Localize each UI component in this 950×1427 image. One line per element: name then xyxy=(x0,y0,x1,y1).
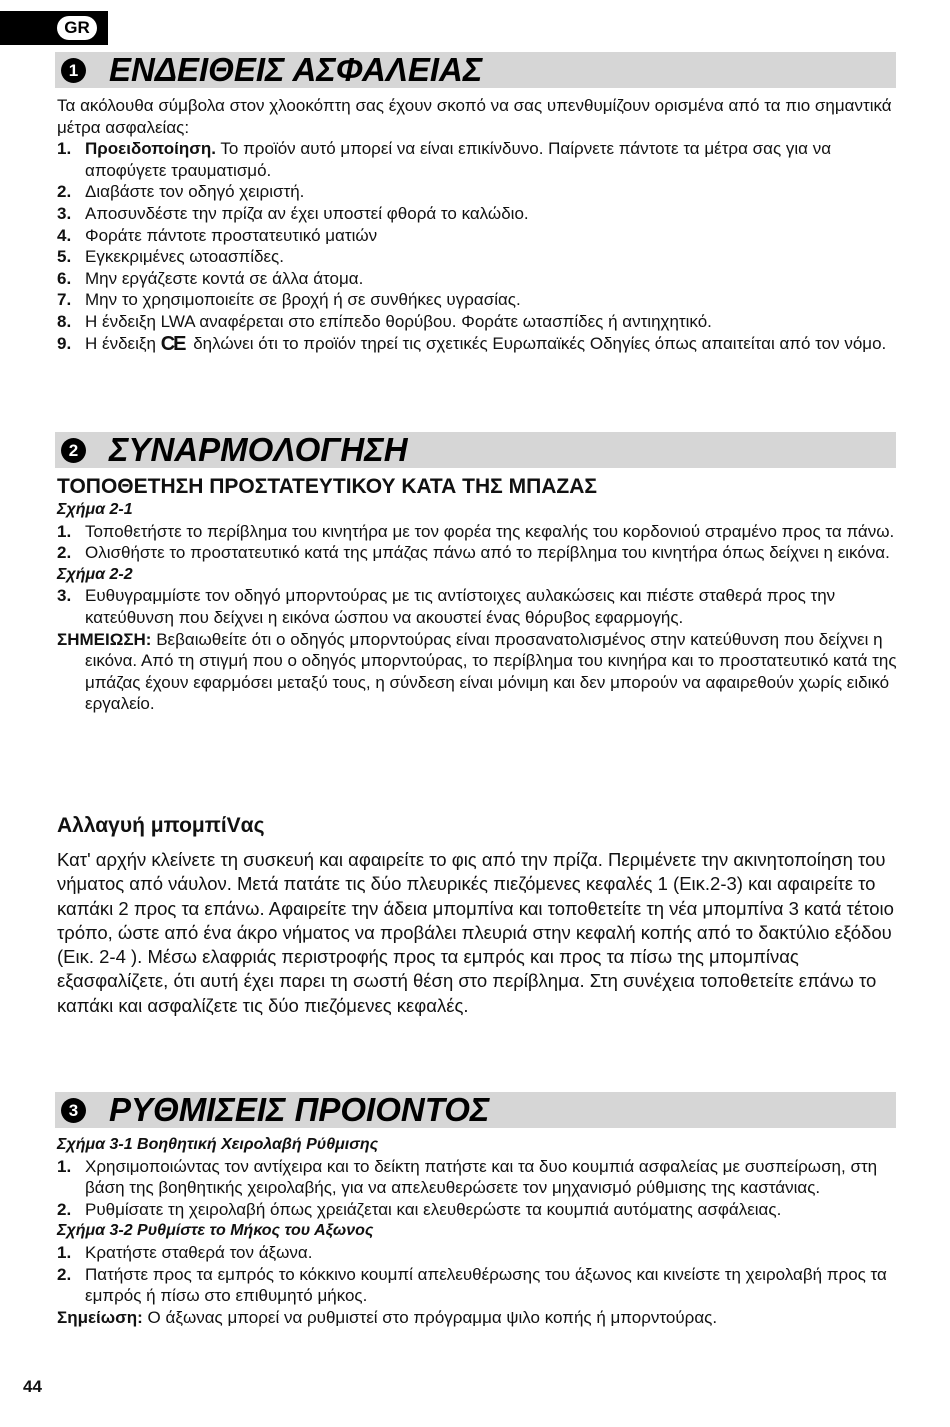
spool-instructions: Κατ' αρχήν κλείνετε τη συσκευή και αφαιρείτε το φις από την πρίζα. Περιμένετε την ακινητοποίηση του νήματος από νάυλον. Μετά πατάτε τις δύο πλευρικές πιεζόμενες κεφαλές 1 (Εικ.2-3) και αφαιρείτε το καπάκι 2 προς τα επάνω. Αφαιρείτε την άδεια μπομπίνα και τοποθετείτε τη νέα μπομπίνα 3 κατά τέτοιο τρόπο, ώστε από ένα άκρο νήματος να προβάλει πλευριά στην κεφαλή κοπής από το δακτύλιο εξόδου (Εικ. 2-4 ). Μέσω ελαφριάς περιστροφής προς τα εμπρός και προς τα πίσω της μπομπίνας εξασφαλίζετε, ότι αυτή έχει παρει τη σωστή θέση στο περίβλημα. Στη συνέχεια τοποθετείτε επάνω το καπάκι και ασφαλίζετε τις δύο πιεζόμενες κεφαλές. xyxy=(57,849,894,1016)
assembly-item xyxy=(57,521,897,543)
note-text: Βεβαιωθείτε ότι ο οδηγός μπορντούρας είναι προσανατολισμένος στην κατεύθυνση που δείχνει η εικόνα. Από τη στιγμή που ο οδηγός μπορντούρας, το περίβλημα του κινηήρα και το προστατευτικό κατά της μπάζας έχουν εφαρμόσει μεταξύ τους, η σύνδεση είναι μόνιμη και δεν μπορούν να αφαιρεθούν χωρίς ειδικό εργαλείο. xyxy=(85,629,897,714)
assembly-item xyxy=(57,585,897,628)
safety-item xyxy=(57,246,897,268)
item-text: Αποσυνδέστε την πρίζα αν έχει υποστεί φθορά το καλώδιο. xyxy=(85,203,529,223)
safety-item xyxy=(57,289,897,311)
adjust-item xyxy=(57,1264,897,1307)
item-number: 3. xyxy=(57,586,72,606)
guard-subheading: ΤΟΠΟΘΕΤΗΣΗ ΠΡΟΣΤΑΤΕΥΤΙΚΟΥ ΚΑΤΑ ΤΗΣ ΜΠΑΖΑΣ xyxy=(57,475,598,498)
item-text: Μην εργάζεστε κοντά σε άλλα άτομα. xyxy=(85,268,364,288)
assembly-note xyxy=(57,629,897,715)
section-1-body xyxy=(57,95,897,354)
adjust-item xyxy=(57,1242,897,1264)
adjust-note xyxy=(57,1307,897,1329)
item-text: Η ένδειξη xyxy=(85,333,161,353)
item-number: 4. xyxy=(57,225,72,245)
item-number: 1. xyxy=(57,1242,72,1262)
safety-item xyxy=(57,138,897,181)
safety-item xyxy=(57,311,897,333)
item-number: 9. xyxy=(57,333,72,353)
assembly-item xyxy=(57,542,897,564)
section-1-header xyxy=(55,52,896,88)
item-text: Η ένδειξη LWA αναφέρεται στο επίπεδο θορύβου. Φοράτε ωτασπίδες ή αντιηχητικό. xyxy=(85,311,712,331)
item-text: Φοράτε πάντοτε προστατευτικό ματιών xyxy=(85,225,378,245)
safety-item xyxy=(57,181,897,203)
spool-heading: Αλλαγυή μπομπίVας xyxy=(57,814,265,837)
figure-label: Σχήμα 2-1 xyxy=(57,501,133,518)
item-text: δηλώνει ότι το προϊόν τηρεί τις σχετικές Ευρωπαϊκές Οδηγίες όπως απαιτείται από τον νόμο. xyxy=(188,333,887,353)
item-number: 2. xyxy=(57,1199,72,1219)
section-2-body xyxy=(57,475,897,715)
section-2-title: ΣΥΝΑΡΜΟΛΟΓΗΣΗ xyxy=(109,431,408,468)
language-code-badge: GR xyxy=(57,16,97,40)
item-number: 2. xyxy=(57,182,72,202)
figure-label: Σχήμα 2-2 xyxy=(57,565,133,583)
item-text: Εγκεκριμένες ωτοασπίδες. xyxy=(85,247,284,267)
note-label: ΣΗΜΕΙΩΣΗ: xyxy=(57,629,152,649)
adjust-item xyxy=(57,1156,897,1199)
item-number: 6. xyxy=(57,268,72,288)
item-text: Ρυθμίσατε τη χειρολαβή όπως χρειάζεται και ελευθερώστε τα κουμπιά αυτόματης ασφάλειας. xyxy=(85,1199,782,1219)
item-text: Τοποθετήστε το περίβλημα του κινητήρα με τον φορέα της κεφαλής του κορδονιού στραμένο προς τα πάνω. xyxy=(85,521,895,541)
warning-text: Το προϊόν αυτό μπορεί να είναι επικίνδυνο. Παίρνετε πάντοτε τα μέτρα σας για να αποφύγετε τραυματισμό. xyxy=(85,139,832,180)
item-text: Πατήστε προς τα εμπρός το κόκκινο κουμπί απελευθέρωσης του άξωνος και κινείστε τη χειρολαβή προς τα εμπρός ή πίσω στο επιθυμητό μήκος. xyxy=(85,1264,887,1306)
section-2-number: 2 xyxy=(61,438,86,463)
item-text: Διαβάστε τον οδηγό χειριστή. xyxy=(85,182,305,202)
item-number: 2. xyxy=(57,1264,72,1284)
section-3-number: 3 xyxy=(61,1098,86,1123)
item-number: 1. xyxy=(57,1156,72,1176)
item-number: 1. xyxy=(57,521,72,541)
safety-item xyxy=(57,225,897,247)
ce-mark-icon: CE xyxy=(160,332,185,355)
item-text: Ευθυγραμμίστε τον οδηγό μπορντούρας με τις αντίστοιχες αυλακώσεις και πιέστε σταθερά προς την κατεύθυνση που δείχνει η εικόνα ώσπου να ακουστεί ένας θόρυβος εφαρμογής. xyxy=(85,586,836,627)
item-text: Ολισθήστε το προστατευτικό κατά της μπάζας πάνω από το περίβλημα του κινητήρα όπως δείχνει η εικόνα. xyxy=(85,543,890,563)
figure-label: Σχήμα 3-1 Βοηθητική Χειρολαβή Ρύθμισης xyxy=(57,1136,379,1153)
item-text: Χρησιμοποιώντας τον αντίχειρα και το δείκτη πατήστε και τα δυο κουμπιά ασφαλείας με συσπείρωση, στη βάση της βοηθητικής χειρολαβής, για να απελευθερώσετε τον μηχανισμό ρύθμισης της καστάνιας. xyxy=(85,1156,878,1198)
item-text: Κρατήστε σταθερά τον άξωνα. xyxy=(85,1242,313,1262)
language-tab xyxy=(0,11,108,45)
section-3-title: ΡΥΘΜΙΣΕΙΣ ΠΡΟΙΟΝΤΟΣ xyxy=(109,1091,490,1128)
item-number: 7. xyxy=(57,290,72,310)
safety-item xyxy=(57,268,897,290)
adjust-item xyxy=(57,1199,897,1221)
item-number: 5. xyxy=(57,247,72,267)
note-label: Σημείωση: xyxy=(57,1307,143,1327)
spool-section xyxy=(57,814,897,1018)
item-number: 1. xyxy=(57,139,72,159)
page-number: 44 xyxy=(23,1377,42,1396)
warning-label: Προειδοποίηση. xyxy=(85,139,216,159)
safety-item xyxy=(57,333,897,355)
figure-label: Σχήμα 3-2 Ρυθμίστε το Μήκος του Αξωνος xyxy=(57,1222,374,1240)
note-text: Ο άξωνας μπορεί να ρυθμιστεί στο πρόγραμμα ψιλο κοπής ή μπορντούρας. xyxy=(142,1307,718,1327)
item-number: 3. xyxy=(57,203,72,223)
item-number: 8. xyxy=(57,311,72,331)
section-1-number: 1 xyxy=(61,58,86,83)
item-number: 2. xyxy=(57,543,72,563)
section-1-title: ΕΝΔΕΙΘΕΙΣ ΑΣΦΑΛΕΙΑΣ xyxy=(109,51,483,88)
section-3-body xyxy=(57,1134,897,1328)
section-3-header xyxy=(55,1092,896,1128)
safety-item xyxy=(57,203,897,225)
item-text: Μην το χρησιμοποιείτε σε βροχή ή σε συνθήκες υγρασίας. xyxy=(85,290,521,310)
section-2-header xyxy=(55,432,896,468)
safety-intro: Τα ακόλουθα σύμβολα στον χλοοκόπτη σας έχουν σκοπό να σας υπενθυμίζουν ορισμένα από τα πιο σημαντικά μέτρα ασφαλείας: xyxy=(57,96,892,137)
